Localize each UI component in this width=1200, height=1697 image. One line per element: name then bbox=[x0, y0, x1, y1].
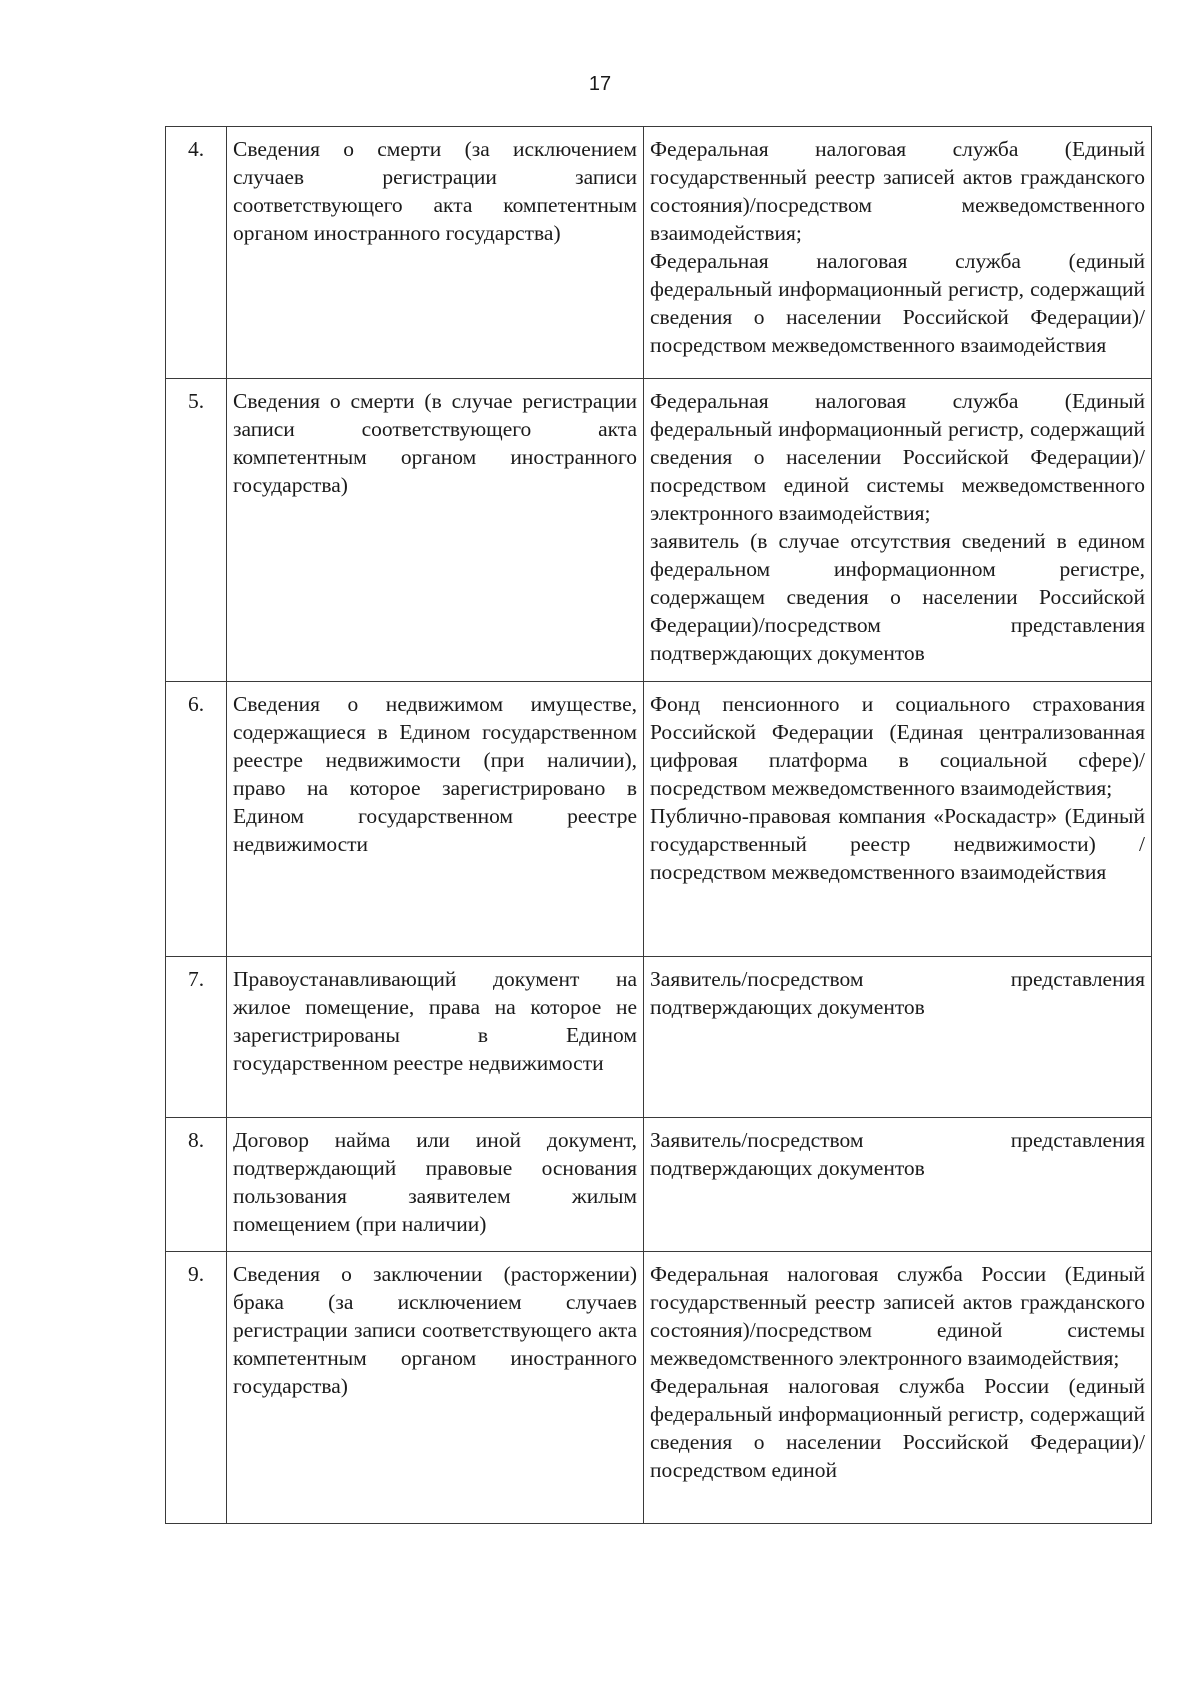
table-row bbox=[166, 379, 1152, 682]
source-paragraph: Федеральная налоговая служба (Единый федеральный информационный регистр, содержащий сведения о населении Российской Федерации)/посредством единой системы межведомственного электронного взаимодействия; bbox=[650, 389, 1145, 525]
document-name-cell: Договор найма или иной документ, подтверждающий правовые основания пользования заявителем жилым помещением (при наличии) bbox=[227, 1118, 644, 1252]
document-name-cell: Сведения о смерти (в случае регистрации записи соответствующего акта компетентным органом иностранного государства) bbox=[227, 379, 644, 682]
document-source-cell bbox=[644, 1118, 1152, 1252]
source-paragraph: заявитель (в случае отсутствия сведений в едином федеральном информационном регистре, содержащем сведения о населении Российской Федерации)/посредством представления подтверждающих документов bbox=[650, 529, 1145, 665]
document-source-cell bbox=[644, 379, 1152, 682]
source-paragraph: Заявитель/посредством представления подтверждающих документов bbox=[650, 967, 1145, 1019]
document-name-cell: Сведения о недвижимом имуществе, содержащиеся в Едином государственном реестре недвижимости (при наличии), право на которое зарегистрировано в Едином государственном реестре недвижимости bbox=[227, 682, 644, 957]
table-row bbox=[166, 682, 1152, 957]
document-source-cell bbox=[644, 682, 1152, 957]
source-paragraph: Заявитель/посредством представления подтверждающих документов bbox=[650, 1128, 1145, 1180]
row-number: 7. bbox=[166, 957, 227, 1118]
page-number: 17 bbox=[588, 73, 612, 95]
row-number: 6. bbox=[166, 682, 227, 957]
source-paragraph: Фонд пенсионного и социального страхования Российской Федерации (Единая централизованная цифровая платформа в социальной сфере)/посредством межведомственного взаимодействия; bbox=[650, 692, 1145, 800]
row-number: 4. bbox=[166, 127, 227, 379]
document-source-cell bbox=[644, 957, 1152, 1118]
document-name-cell: Правоустанавливающий документ на жилое помещение, права на которое не зарегистрированы в Едином государственном реестре недвижимости bbox=[227, 957, 644, 1118]
table-row bbox=[166, 957, 1152, 1118]
document-source-cell bbox=[644, 127, 1152, 379]
row-number: 9. bbox=[166, 1252, 227, 1524]
table-row bbox=[166, 1118, 1152, 1252]
source-paragraph: Федеральная налоговая служба России (единый федеральный информационный регистр, содержащий сведения о населении Российской Федерации)/посредством единой bbox=[650, 1374, 1145, 1482]
row-number: 8. bbox=[166, 1118, 227, 1252]
table-row bbox=[166, 127, 1152, 379]
source-paragraph: Федеральная налоговая служба (единый федеральный информационный регистр, содержащий сведения о населении Российской Федерации)/посредством межведомственного взаимодействия bbox=[650, 249, 1145, 357]
table-row bbox=[166, 1252, 1152, 1524]
document-name-cell: Сведения о смерти (за исключением случаев регистрации записи соответствующего акта компетентным органом иностранного государства) bbox=[227, 127, 644, 379]
row-number: 5. bbox=[166, 379, 227, 682]
document-source-cell bbox=[644, 1252, 1152, 1524]
source-paragraph: Федеральная налоговая служба России (Единый государственный реестр записей актов гражданского состояния)/посредством единой системы межведомственного электронного взаимодействия; bbox=[650, 1262, 1145, 1370]
source-paragraph: Федеральная налоговая служба (Единый государственный реестр записей актов гражданского состояния)/посредством межведомственного взаимодействия; bbox=[650, 137, 1145, 245]
source-paragraph: Публично-правовая компания «Роскадастр» (Единый государственный реестр недвижимости) /посредством межведомственного взаимодействия bbox=[650, 804, 1145, 884]
documents-table bbox=[165, 126, 1152, 1524]
document-name-cell: Сведения о заключении (расторжении) брака (за исключением случаев регистрации записи соответствующего акта компетентным органом иностранного государства) bbox=[227, 1252, 644, 1524]
